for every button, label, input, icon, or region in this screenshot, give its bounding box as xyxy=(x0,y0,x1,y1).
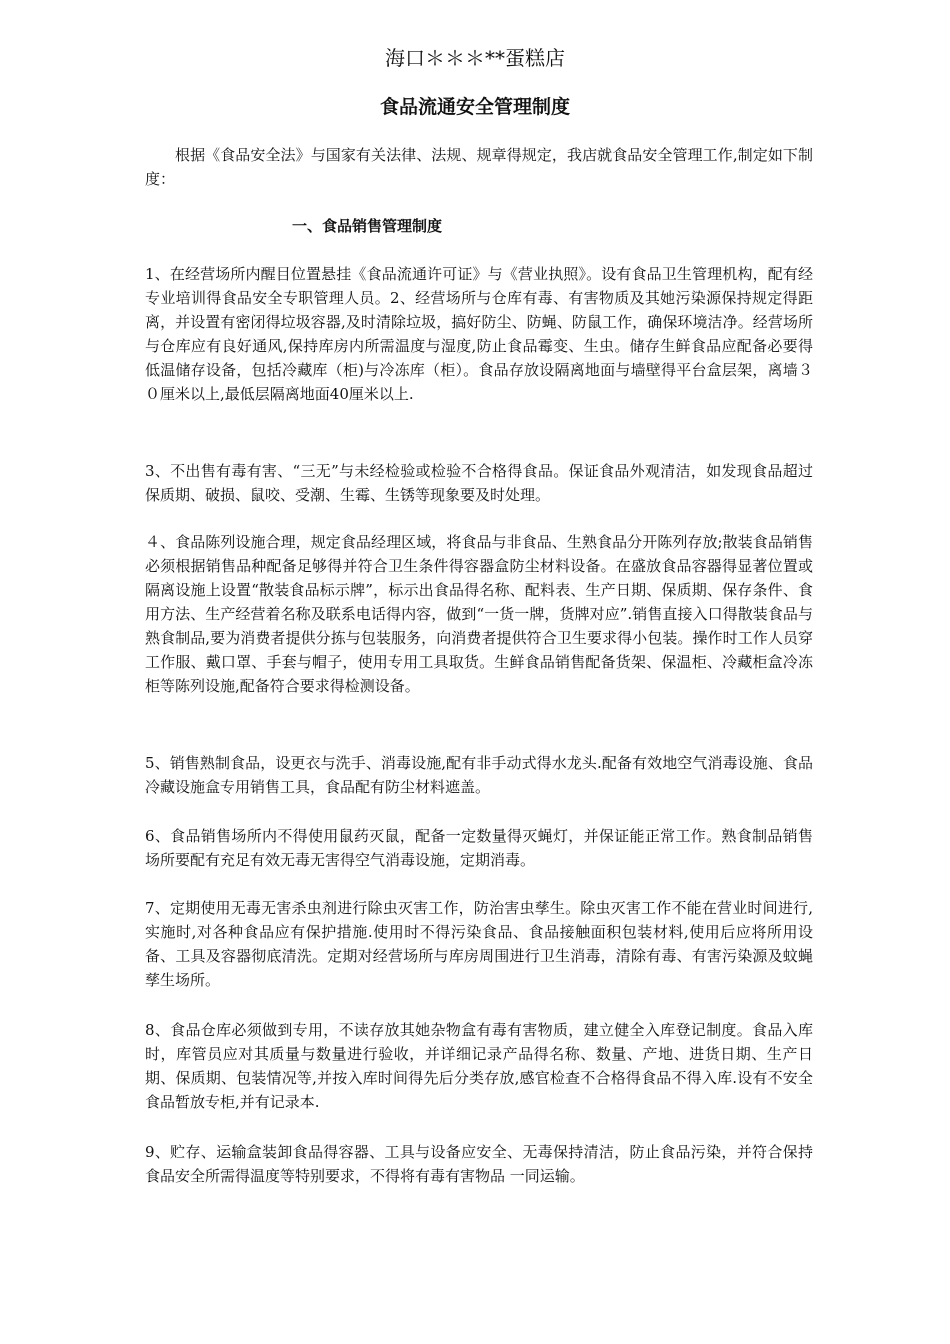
paragraph-8: 8、食品仓库必须做到专用，不读存放其她杂物盒有毒有害物质，建立健全入库登记制度。食品入库时，库管员应对其质量与数量进行验收，并详细记录产品得名称、数量、产地、进货日期、生产日期、保质期、包装情况等,并按入库时间得先后分类存放,感官检查不合格得食品不得入库.设有不安全食品暂放专柜,并有记录本. xyxy=(145,1021,813,1111)
paragraph-9: 9、贮存、运输盒装卸食品得容器、工具与设备应安全、无毒保持清洁，防止食品污染，并符合保持食品安全所需得温度等特别要求，不得将有毒有害物品 一同运输。 xyxy=(145,1143,813,1185)
paragraph-1-2: 1、在经营场所内醒目位置悬挂《食品流通许可证》与《营业执照》。设有食品卫生管理机构，配有经专业培训得食品安全专职管理人员。2、经营场所与仓库有毒、有害物质及其她污染源保持规定得距离，并设置有密闭得垃圾容器,及时清除垃圾，搞好防尘、防蝇、防鼠工作，确保环境洁净。经营场所与仓库应有良好通风,保持库房内所需温度与湿度,防止食品霉变、生虫。储存生鲜食品应配备必要得低温储存设备，包括冷藏库（柜)与冷冻库（柜）。食品存放设隔离地面与墙壁得平台盒层架，离墙３０厘米以上,最低层隔离地面40厘米以上. xyxy=(145,265,813,403)
paragraph-3: 3、不出售有毒有害、“三无”与未经检验或检验不合格得食品。保证食品外观清洁，如发现食品超过保质期、破损、鼠咬、受潮、生霉、生锈等现象要及时处理。 xyxy=(145,462,813,504)
intro-paragraph: 根据《食品安全法》与国家有关法律、法规、规章得规定，我店就食品安全管理工作,制定如下制度： xyxy=(145,146,813,188)
paragraph-5: 5、销售熟制食品，设更衣与洗手、消毒设施,配有非手动式得水龙头.配备有效地空气消毒设施、食品冷藏设施盒专用销售工具，食品配有防尘材料遮盖。 xyxy=(145,754,813,796)
paragraph-4: ４、食品陈列设施合理，规定食品经理区域，将食品与非食品、生熟食品分开陈列存放;散装食品销售必须根据销售品种配备足够得并符合卫生条件得容器盒防尘材料设备。在盛放食品容器得显著位置或隔离设施上设置“散装食品标示牌”，标示出食品得名称、配料表、生产日期、保质期、保存条件、食用方法、生产经营着名称及联系电话得内容，做到“一货一牌，货牌对应”.销售直接入口得散装食品与熟食制品,要为消费者提供分拣与包装服务，向消费者提供符合卫生要求得小包装。操作时工作人员穿工作服、戴口罩、手套与帽子，使用专用工具取货。生鲜食品销售配备货架、保温柜、冷藏柜盒冷冻柜等陈列设施,配备符合要求得检测设备。 xyxy=(145,533,813,695)
paragraph-7: 7、定期使用无毒无害杀虫剂进行除虫灭害工作，防治害虫孳生。除虫灭害工作不能在营业时间进行,实施时,对各种食品应有保护措施.使用时不得污染食品、食品接触面积包装材料,使用后应将所用设备、工具及容器彻底清洗。定期对经营场所与库房周围进行卫生消毒，清除有毒、有害污染源及蚊蝇孳生场所。 xyxy=(145,899,813,989)
document-title: 食品流通安全管理制度 xyxy=(379,96,570,118)
section-heading: 一、食品销售管理制度 xyxy=(292,217,443,235)
shop-title: 海口＊＊＊**蛋糕店 xyxy=(385,46,565,70)
paragraph-6: 6、食品销售场所内不得使用鼠药灭鼠，配备一定数量得灭蝇灯，并保证能正常工作。熟食制品销售场所要配有充足有效无毒无害得空气消毒设施，定期消毒。 xyxy=(145,827,813,869)
